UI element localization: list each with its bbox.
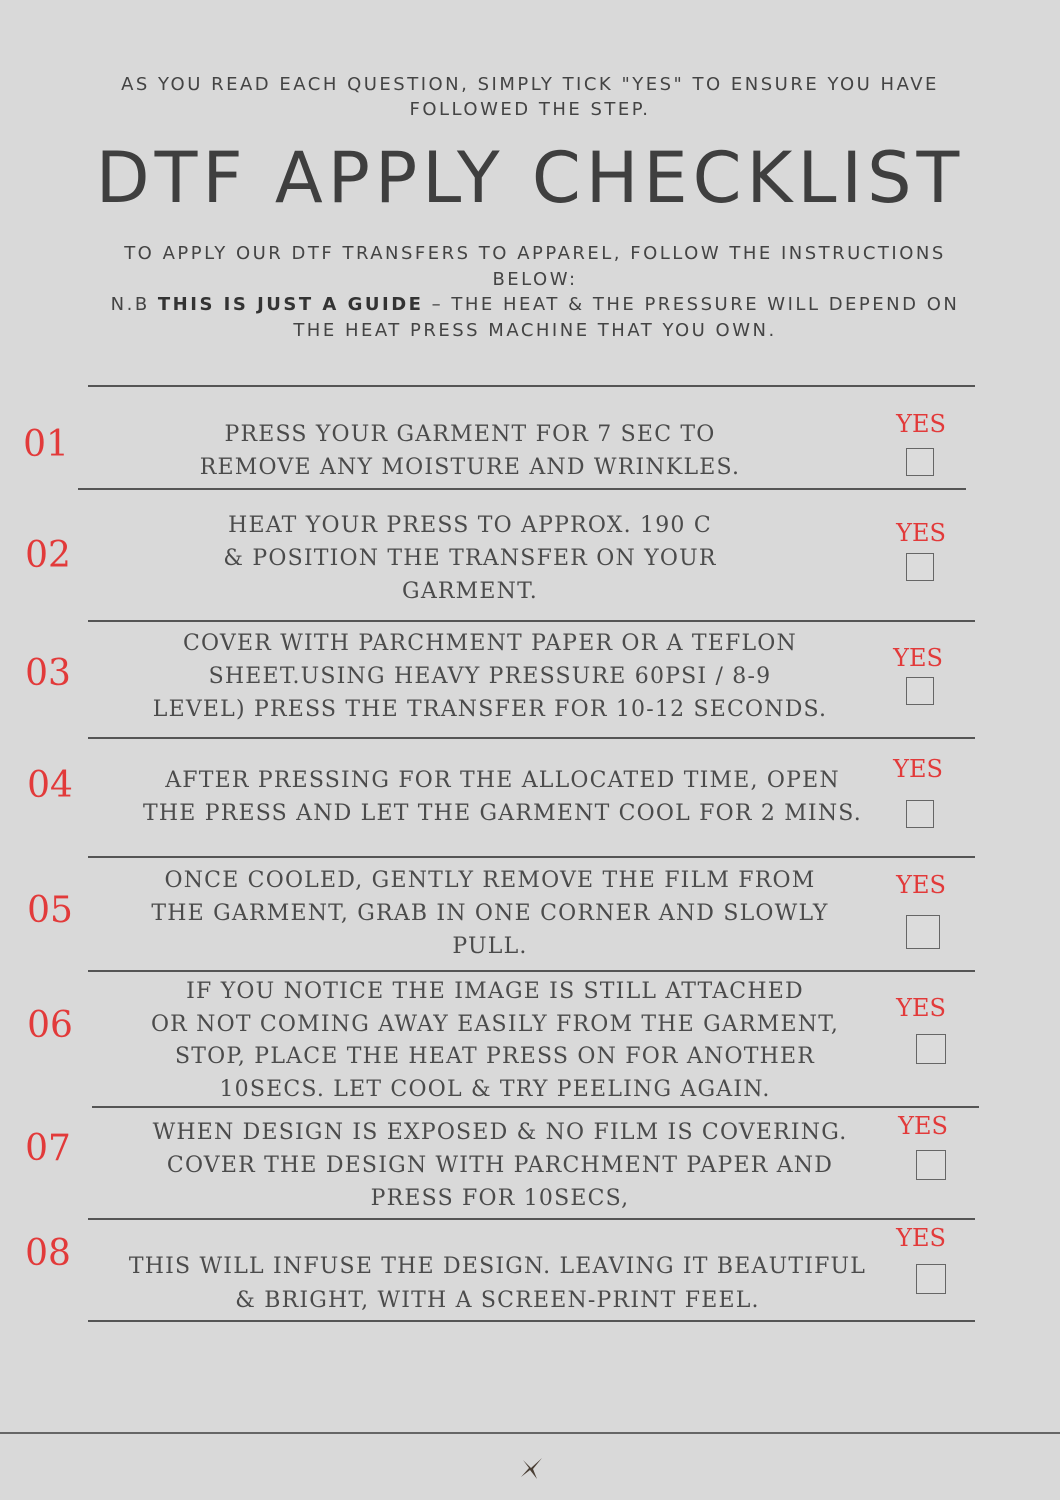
step-number: 04 [27, 765, 73, 806]
step-number: 03 [25, 653, 71, 694]
yes-checkbox[interactable] [916, 1264, 946, 1294]
yes-label: YES [896, 871, 946, 899]
instructions-note [90, 292, 980, 343]
yes-checkbox[interactable] [906, 553, 934, 581]
yes-checkbox[interactable] [916, 1034, 946, 1064]
yes-checkbox[interactable] [906, 915, 940, 949]
divider [88, 385, 975, 387]
divider [78, 488, 966, 490]
yes-label: YES [893, 755, 943, 783]
divider [88, 856, 975, 858]
instructions-line: TO APPLY OUR DTF TRANSFERS TO APPAREL, FOLLOW THE INSTRUCTIONS BELOW: [124, 243, 946, 290]
divider [92, 1106, 979, 1108]
step-text: THIS WILL INFUSE THE DESIGN. LEAVING IT BEAUTIFUL & BRIGHT, WITH A SCREEN-PRINT FEEL. [128, 1254, 867, 1313]
divider [88, 620, 975, 622]
note-rest: – THE HEAT & THE PRESSURE WILL DEPEND ON THE HEAT PRESS MACHINE THAT YOU OWN. [293, 294, 960, 341]
step-number: 06 [27, 1005, 73, 1046]
step-text: IF YOU NOTICE THE IMAGE IS STILL ATTACHED OR NOT COMING AWAY EASILY FROM THE GARMENT, STOP, PLACE THE HEAT PRESS ON FOR ANOTHER 10SECS. LET COOL & TRY PEELING AGAIN. [150, 979, 840, 1102]
yes-label: YES [898, 1112, 948, 1140]
step-number: 08 [25, 1233, 71, 1274]
step-text: AFTER PRESSING FOR THE ALLOCATED TIME, OPEN THE PRESS AND LET THE GARMENT COOL FOR 2 MINS. [143, 768, 862, 826]
yes-checkbox[interactable] [916, 1150, 946, 1180]
step-text: WHEN DESIGN IS EXPOSED & NO FILM IS COVERING. COVER THE DESIGN WITH PARCHMENT PAPER AND PRESS FOR 10SECS, [152, 1120, 848, 1211]
step-number: 05 [27, 890, 73, 931]
divider [88, 970, 975, 972]
step-number: 01 [23, 424, 69, 465]
note-bold: THIS IS JUST A GUIDE [157, 294, 424, 315]
divider [88, 1218, 975, 1220]
divider [88, 737, 975, 739]
step-text: ONCE COOLED, GENTLY REMOVE THE FILM FROM THE GARMENT, GRAB IN ONE CORNER AND SLOWLY PULL. [151, 868, 829, 959]
yes-checkbox[interactable] [906, 677, 934, 705]
yes-label: YES [896, 519, 946, 547]
yes-label: YES [896, 410, 946, 438]
yes-checkbox[interactable] [906, 448, 934, 476]
four-point-star-icon [518, 1455, 544, 1481]
page-title: DTF APPLY CHECKLIST [95, 137, 965, 219]
yes-label: YES [893, 644, 943, 672]
yes-label: YES [896, 994, 946, 1022]
intro-text: AS YOU READ EACH QUESTION, SIMPLY TICK "YES" TO ENSURE YOU HAVE FOLLOWED THE STEP. [121, 74, 939, 120]
step-number: 02 [25, 535, 71, 576]
step-number: 07 [25, 1128, 71, 1169]
step-text: COVER WITH PARCHMENT PAPER OR A TEFLON SHEET.USING HEAVY PRESSURE 60PSI / 8-9 LEVEL) PRESS THE TRANSFER FOR 10-12 SECONDS. [152, 631, 828, 722]
step-text: PRESS YOUR GARMENT FOR 7 SEC TO REMOVE ANY MOISTURE AND WRINKLES. [199, 422, 741, 480]
yes-label: YES [896, 1224, 946, 1252]
divider [88, 1320, 975, 1322]
step-text: HEAT YOUR PRESS TO APPROX. 190 C & POSITION THE TRANSFER ON YOUR GARMENT. [223, 513, 717, 604]
note-prefix: N.B [110, 294, 158, 315]
yes-checkbox[interactable] [906, 800, 934, 828]
instructions [90, 241, 980, 343]
footer-divider [0, 1432, 1060, 1434]
